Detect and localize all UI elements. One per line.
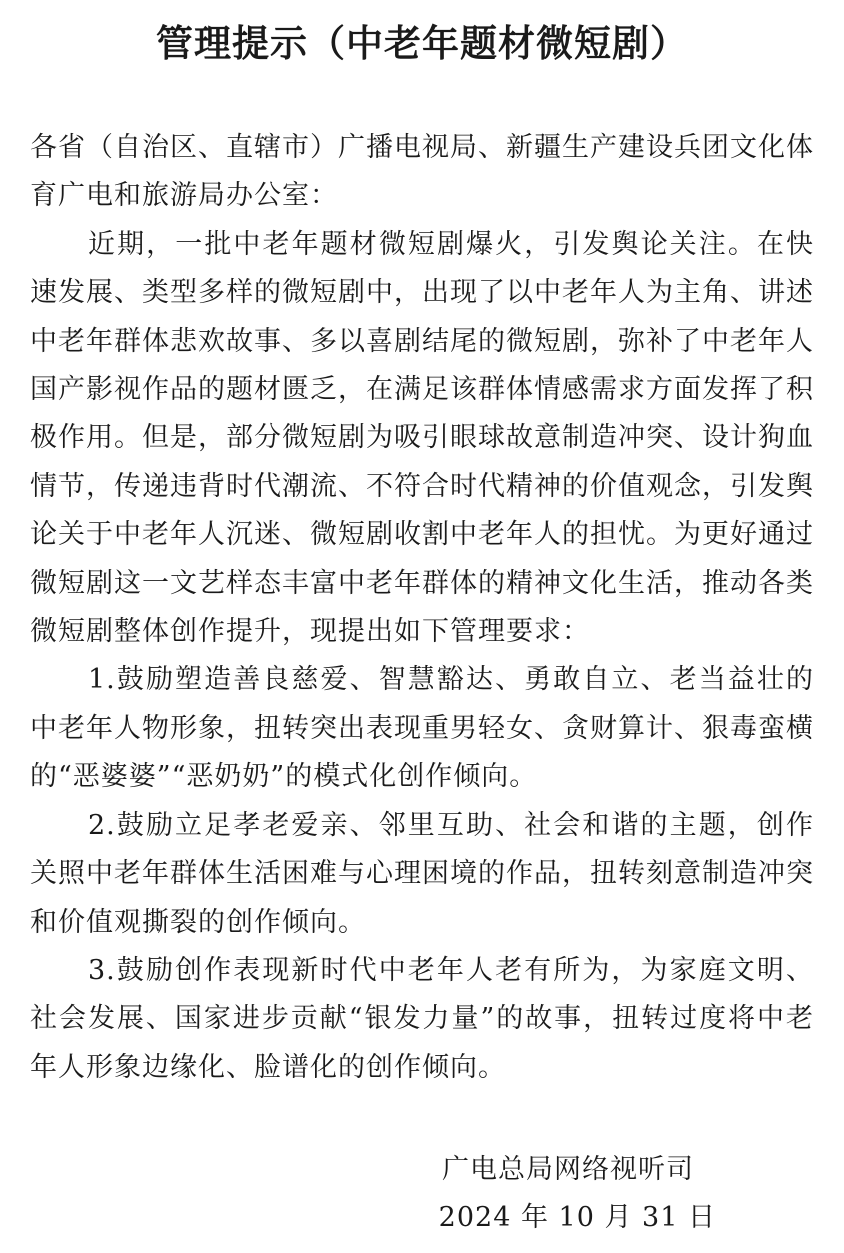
paragraph-item-2: 2.鼓励立足孝老爱亲、邻里互助、社会和谐的主题，创作关照中老年群体生活困难与心理困境的作品，扭转刻意制造冲突和价值观撕裂的创作倾向。 [30,809,814,938]
paragraph-intro: 近期，一批中老年题材微短剧爆火，引发舆论关注。在快速发展、类型多样的微短剧中，出现了以中老年人为主角、讲述中老年群体悲欢故事、多以喜剧结尾的微短剧，弥补了中老年人国产影视作品的题材匮乏，在满足该群体情感需求方面发挥了积极作用。但是，部分微短剧为吸引眼球故意制造冲突、设计狗血情节，传递违背时代潮流、不符合时代精神的价值观念，引发舆论关于中老年人沉迷、微短剧收割中老年人的担忧。为更好通过微短剧这一文艺样态丰富中老年群体的精神文化生活，推动各类微短剧整体创作提升，现提出如下管理要求： [30,228,814,648]
recipient-line: 各省（自治区、直辖市）广播电视局、新疆生产建设兵团文化体育广电和旅游局办公室： [30,132,814,212]
paragraph-item-3: 3.鼓励创作表现新时代中老年人老有所为，为家庭文明、社会发展、国家进步贡献“银发力量”的故事，扭转过度将中老年人形象边缘化、脸谱化的创作倾向。 [30,954,814,1083]
paragraph-item-1: 1.鼓励塑造善良慈爱、智慧豁达、勇敢自立、老当益壮的中老年人物形象，扭转突出表现重男轻女、贪财算计、狠毒蛮横的“恶婆婆”“恶奶奶”的模式化创作倾向。 [30,664,814,793]
document-title: 管理提示（中老年题材微短剧） [156,22,688,65]
signature-organization: 广电总局网络视听司 [442,1154,694,1185]
signature-date: 2024 年 10 月 31 日 [438,1202,716,1233]
document-body [30,124,814,1092]
